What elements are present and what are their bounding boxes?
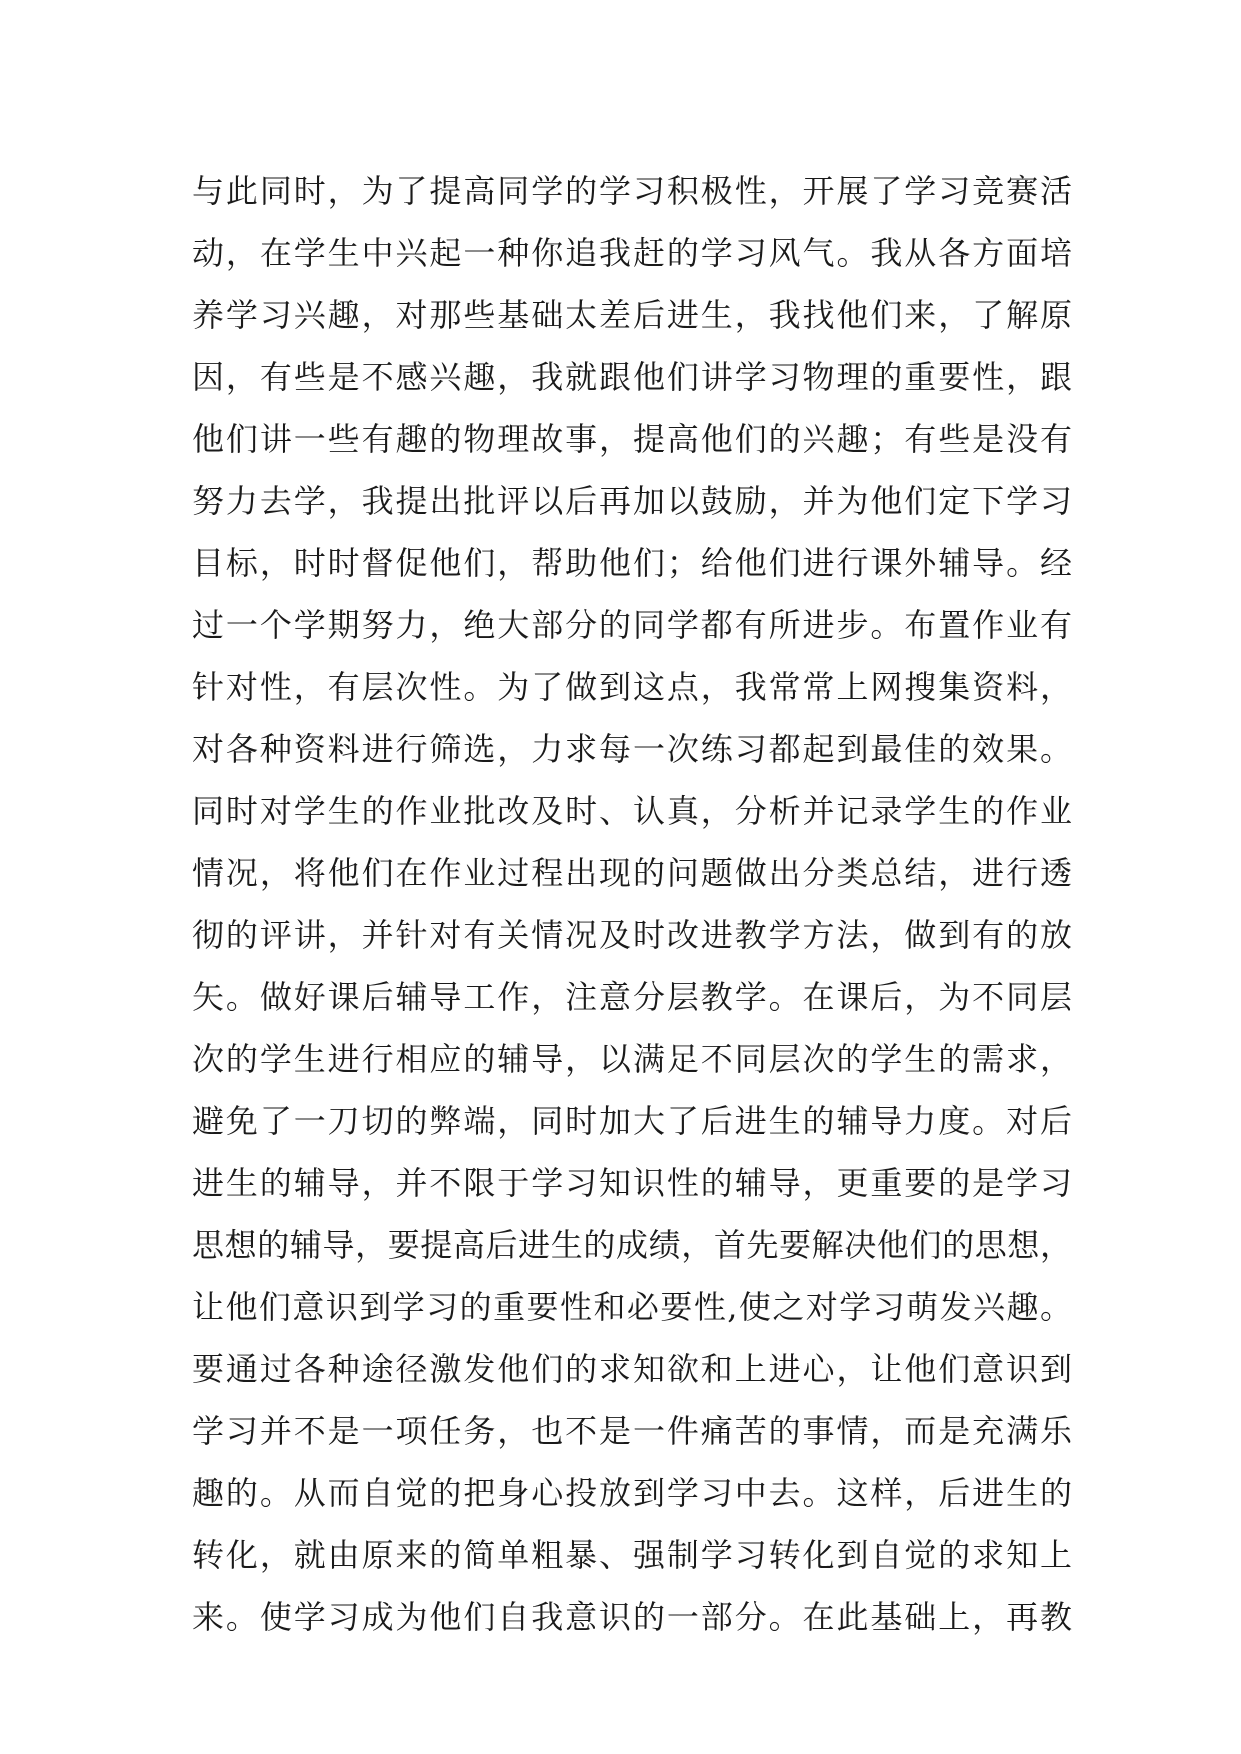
- text-line: 矢。做好课后辅导工作，注意分层教学。在课后，为不同层: [192, 978, 1072, 1016]
- text-line: 努力去学，我提出批评以后再加以鼓励，并为他们定下学习: [192, 482, 1072, 520]
- text-line: 因，有些是不感兴趣，我就跟他们讲学习物理的重要性，跟: [192, 358, 1072, 396]
- text-line: 思想的辅导，要提高后进生的成绩，首先要解决他们的思想，: [192, 1226, 1072, 1264]
- text-line: 来。使学习成为他们自我意识的一部分。在此基础上，再教: [192, 1598, 1072, 1636]
- text-line: 对各种资料进行筛选，力求每一次练习都起到最佳的效果。: [192, 730, 1072, 768]
- text-line: 情况，将他们在作业过程出现的问题做出分类总结，进行透: [192, 854, 1072, 892]
- text-line: 养学习兴趣，对那些基础太差后进生，我找他们来，了解原: [192, 296, 1072, 334]
- text-line: 过一个学期努力，绝大部分的同学都有所进步。布置作业有: [192, 606, 1072, 644]
- body-text: [192, 160, 1072, 1648]
- text-line: 避免了一刀切的弊端，同时加大了后进生的辅导力度。对后: [192, 1102, 1072, 1140]
- text-line: 与此同时，为了提高同学的学习积极性，开展了学习竞赛活: [192, 172, 1072, 210]
- text-line: 动，在学生中兴起一种你追我赶的学习风气。我从各方面培: [192, 234, 1072, 272]
- text-line: 学习并不是一项任务，也不是一件痛苦的事情，而是充满乐: [192, 1412, 1072, 1450]
- text-line: 彻的评讲，并针对有关情况及时改进教学方法，做到有的放: [192, 916, 1072, 954]
- text-line: 进生的辅导，并不限于学习知识性的辅导，更重要的是学习: [192, 1164, 1072, 1202]
- text-line: 他们讲一些有趣的物理故事，提高他们的兴趣；有些是没有: [192, 420, 1072, 458]
- text-line: 转化，就由原来的简单粗暴、强制学习转化到自觉的求知上: [192, 1536, 1072, 1574]
- text-line: 次的学生进行相应的辅导，以满足不同层次的学生的需求，: [192, 1040, 1072, 1078]
- text-line: 针对性，有层次性。为了做到这点，我常常上网搜集资料，: [192, 668, 1072, 706]
- text-line: 让他们意识到学习的重要性和必要性,使之对学习萌发兴趣。: [192, 1288, 1072, 1326]
- text-line: 同时对学生的作业批改及时、认真，分析并记录学生的作业: [192, 792, 1072, 830]
- text-line: 要通过各种途径激发他们的求知欲和上进心，让他们意识到: [192, 1350, 1072, 1388]
- text-line: 目标，时时督促他们，帮助他们；给他们进行课外辅导。经: [192, 544, 1072, 582]
- text-line: 趣的。从而自觉的把身心投放到学习中去。这样，后进生的: [192, 1474, 1072, 1512]
